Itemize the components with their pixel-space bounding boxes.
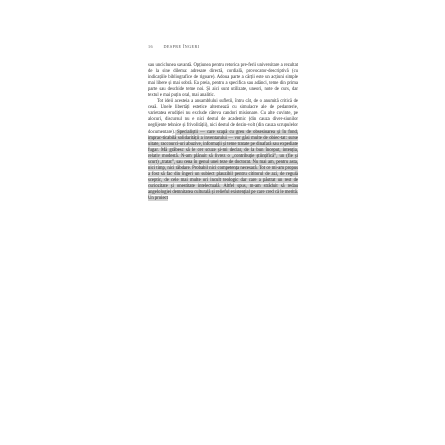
selected-text-highlight[interactable]: Specialiștii — care scapă cu greu de obsesioarea și în fond, imprac-ticabilă solidarității a inventarului — vor găsi multe de obiec-tat: surse uitate, raccourci-uri abuzive, informații și teme tratate pe dinafară sau expediate fugar. Mă grăbesc să le cer scuze și-mi declar, de la bun început, intenția, relativ modestă. N-am plănuit să livrez o „contribuție științifică”, un (fie și scurt) „tratat”, sau cева în genul unei teze de doctorat. Nu mai am, pentru asta, nici timp, nici răbdare. Probabil nici competența necesară. Tot ce mi-am propus a fost să fac din îngeri un subiect plauzibil pentru cititorul de azi, de regulă sceptic, de cele mai multe ori incult teologic dar care a păstrat un rest de curiozitate și onestitate intelectuală. Altfel spus, m-am străduit să redau angelologiei demnitatea culturală și relieful existențial pe care cred că le merită. Un proiect [148, 129, 298, 202]
running-head-title: DESPRE ÎNGERI [163, 44, 200, 49]
paragraph-2-text: Tot ideii acesteia a ansamblului sufletii, întru cât, de o anumită critică de ceaă. Unele libertăți estetice alternează cu simulacre ale de pedanterie, varietatea erudiției nu exclude câteva candori misionare. Cu alte cuvinte, pe alocuri, discursul nu e nici destul de academic (din cauza diver-siunilor neglijente tehnice și frivolității), nici destul de dezin-volt (din cauza scrupulelor documentare). [148, 99, 298, 135]
body-text[interactable] [148, 63, 298, 202]
page-number: 16 [148, 44, 153, 49]
paragraph-1-text: sau unciclunea savantă. Opțiunea pentru retorica pre-ferii universitare a rezultat de la sine dilema: adresare directă, cordială, provocator-descriptivă (cu indicațiile bibliografice de rigoare). Adoua parte a cărții este un acțiuni simple mai libere și mai sobră. Ea preia, pentru a specifica sau adânci, teme din prima parte sau deschide teme noi. Și aici sunt utilizate, uneori, note de curs, dar textul e mai puțin oral, mai analitic. [148, 63, 298, 99]
paragraph-1 [148, 63, 298, 99]
running-head [148, 44, 199, 49]
paragraph-2 [148, 99, 298, 202]
